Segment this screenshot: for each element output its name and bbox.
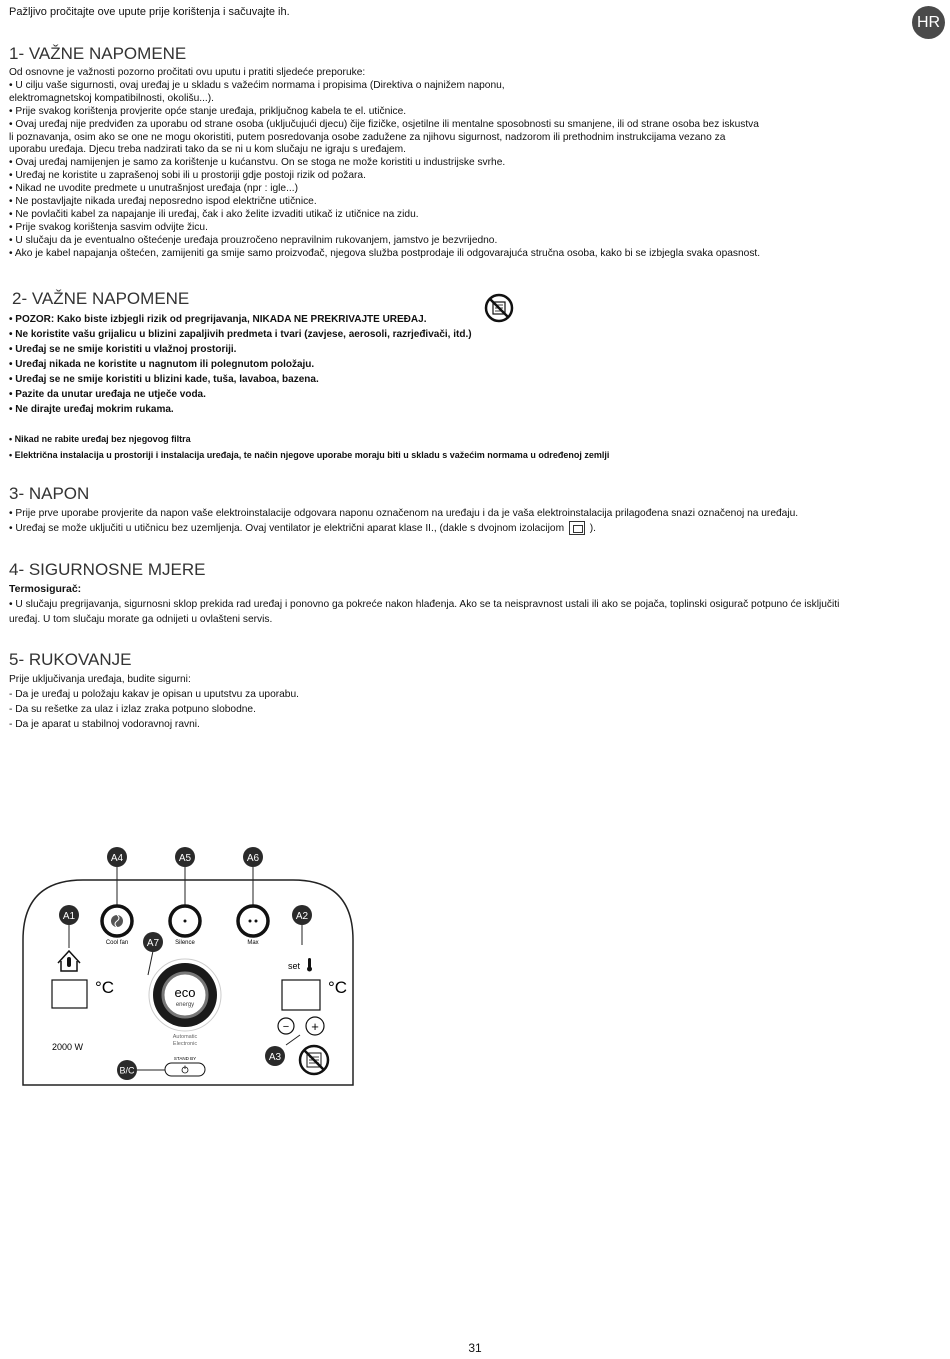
panel-do-not-cover-icon: [300, 1046, 328, 1074]
section1-line: Od osnovne je važnosti pozorno pročitati ovu uputu i pratiti sljedeće preporuke:: [9, 67, 366, 78]
label-a5: [175, 847, 195, 867]
energy-label: energy: [175, 1002, 195, 1008]
language-badge: HR: [912, 6, 945, 39]
section4-line: uređaj. U tom slučaju morate ga odnijeti u ovlašteni servis.: [9, 614, 273, 625]
label-a2: [292, 905, 312, 925]
standby-label: STAND BY: [173, 1056, 197, 1061]
standby-button[interactable]: [165, 1063, 205, 1076]
label-a6: [243, 847, 263, 867]
section3-line-end: ).: [589, 523, 596, 534]
section5-line: - Da je uređaj u položaju kakav je opisan u uputstvu za uporabu.: [9, 689, 299, 700]
svg-text:+: +: [311, 1019, 319, 1034]
section5-title: 5- RUKOVANJE: [9, 650, 132, 669]
svg-text:B/C: B/C: [119, 1065, 135, 1076]
silence-button[interactable]: [170, 906, 200, 936]
section3-title: 3- NAPON: [9, 484, 90, 503]
section1-title: 1- VAŽNE NAPOMENE: [9, 44, 187, 63]
eco-label: eco: [174, 985, 196, 1000]
section2-line: • Uređaj se ne smije koristiti u blizini kade, tuša, lavaboa, bazena.: [9, 374, 319, 385]
section2-extra-line: • Nikad ne rabite uređaj bez njegovog filtra: [9, 434, 191, 444]
intro-text: Pažljivo pročitajte ove upute prije korištenja i sačuvajte ih.: [9, 6, 290, 18]
section2-extra: [9, 431, 609, 463]
automatic-label: Automatic: [172, 1034, 198, 1040]
section1-body: [9, 67, 760, 261]
section3-line-text: • Uređaj se može uključiti u utičnicu bez uzemljenja. Ovaj ventilator je električni aparat klase II., (dakle s dvojnom izolacijom: [9, 523, 565, 534]
section1-line: • Ne postavljajte nikada uređaj neposredno ispod električne utičnice.: [9, 196, 317, 208]
svg-text:A4: A4: [110, 853, 124, 864]
page-number: 31: [468, 1341, 482, 1355]
svg-text:A2: A2: [295, 911, 309, 922]
section5-line: - Da su rešetke za ulaz i izlaz zraka potpuno slobodne.: [9, 704, 256, 715]
section1-line: • Prije svakog korištenja sasvim odvijte žicu.: [9, 221, 208, 233]
plus-button[interactable]: [306, 1017, 324, 1035]
cool-fan-button[interactable]: [102, 906, 132, 936]
section2-line: • POZOR: Kako biste izbjegli rizik od pregrijavanja, NIKADA NE PREKRIVAJTE UREĐAJ.: [9, 314, 427, 325]
section1-line: • Uređaj ne koristite u zaprašenoj sobi ili u prostoriji gdje postoji rizik od požara.: [9, 170, 366, 182]
section1-line: • Ovaj uređaj nije predviđen za uporabu od strane osoba (uključujući djecu) čije fizičke, osjetilne ili mentalne sposobnosti su smanjene, ili od strane osoba bez iskustva: [9, 118, 759, 130]
section1-line: • U slučaju da je eventualno oštećenje uređaja prouzročeno nepravilnim rukovanjem, jamstvo je bezvrijedno.: [9, 234, 498, 246]
svg-text:A5: A5: [178, 853, 192, 864]
section4-line: • U slučaju pregrijavanja, sigurnosni sklop prekida rad uređaj i ponovno ga pokreće nakon hlađenja. Ako se ta neispravnost ustali ili ako se pojača, toplinski osigurač potpuno će isključiti: [9, 599, 840, 610]
label-bc: [117, 1060, 137, 1080]
section2-line: • Pazite da unutar uređaja ne utječe voda.: [9, 389, 206, 400]
section5-line: - Da je aparat u stabilnoj vodoravnoj ravni.: [9, 719, 200, 730]
max-label: Max: [247, 940, 259, 946]
section1-line: • U cilju vaše sigurnosti, ovaj uređaj je u skladu s važećim normama i propisima (Direktiva o najnižem naponu,: [9, 79, 505, 91]
section5-line: Prije uključivanja uređaja, budite sigurni:: [9, 674, 191, 685]
section5-body: [9, 672, 299, 732]
label-a7: [143, 932, 163, 952]
do-not-cover-icon: [484, 293, 514, 323]
control-panel-diagram: [18, 845, 358, 1095]
silence-label: Silence: [175, 940, 195, 946]
label-a3: [265, 1046, 285, 1066]
section2-extra-line: • Električna instalacija u prostoriji i instalacija uređaja, te način njegove uporabe moraju biti u skladu s važećim normama u određenoj zemlji: [9, 450, 610, 460]
section4-body: [9, 597, 839, 627]
section1-line: uporabu uređaja. Djecu treba nadzirati tako da se ni u kom slučaju ne igraju s uređajem.: [9, 144, 406, 156]
svg-text:A6: A6: [246, 853, 260, 864]
section1-line: • Ovaj uređaj namijenjen je samo za korištenje u kućanstvu. On se stoga ne može koristiti u industrijske svrhe.: [9, 157, 506, 169]
room-temperature-display: [52, 980, 87, 1008]
svg-text:A3: A3: [268, 1052, 282, 1063]
room-temperature-icon: [58, 951, 80, 971]
electronic-label: Electronic: [172, 1041, 198, 1047]
power-rating: 2000 W: [52, 1042, 84, 1052]
section1-line: li poznavanja, osim ako se one ne mogu okoristiti, putem posredovanja osobe zadužene za njihovu sigurnost, nadzorom ili prethodnim instrukcijama vezano za: [9, 131, 726, 143]
set-label: set: [288, 961, 301, 971]
set-thermometer-icon: [307, 958, 312, 972]
section2-line: • Ne koristite vašu grijalicu u blizini zapaljivih predmeta i tvari (zavjese, aerosoli, razrjeđivači, itd.): [9, 329, 472, 340]
double-insulation-icon: [569, 521, 585, 535]
right-celsius-label: °C: [328, 978, 348, 997]
section3-body: [9, 506, 798, 536]
svg-text:−: −: [282, 1021, 290, 1033]
section1-line: • Prije svakog korištenja provjerite opće stanje uređaja, priključnog kabela te el. utičnice.: [9, 105, 407, 117]
section4-title: 4- SIGURNOSNE MJERE: [9, 560, 206, 579]
cool-fan-label: Cool fan: [105, 940, 129, 946]
section2-line: • Uređaj se ne smije koristiti u vlažnoj prostoriji.: [9, 344, 237, 355]
section2-body: [9, 312, 472, 417]
max-button[interactable]: [238, 906, 268, 936]
left-celsius-label: °C: [95, 978, 115, 997]
svg-text:A7: A7: [146, 938, 160, 949]
section2-title: 2- VAŽNE NAPOMENE: [12, 289, 190, 308]
section3-line: [9, 521, 798, 536]
label-a4: [107, 847, 127, 867]
section1-line: • Ne povlačiti kabel za napajanje ili uređaj, čak i ako želite izvaditi utikač iz utičnice na zidu.: [9, 208, 419, 220]
minus-button[interactable]: [278, 1018, 294, 1034]
section1-line: • Nikad ne uvodite predmete u unutrašnjost uređaja (npr : igle...): [9, 183, 298, 195]
section4-subtitle: Termosigurač:: [9, 583, 82, 595]
label-a1: [59, 905, 79, 925]
svg-text:A1: A1: [62, 911, 76, 922]
section1-line: elektromagnetskoj kompatibilnosti, okolišu...).: [9, 92, 214, 104]
section3-line: • Prije prve uporabe provjerite da napon vaše elektroinstalacije odgovara naponu označenom na uređaju i da je vaša elektroinstalacija prilagođena snazi označenoj na uređaju.: [9, 508, 799, 519]
section1-line: • Ako je kabel napajanja oštećen, zamijeniti ga smije samo proizvođač, njegova služba postprodaje ili odgovarajuća stručna osoba, kako bi se izbjegla svaka opasnost.: [9, 247, 761, 259]
set-temperature-display: [282, 980, 320, 1010]
section2-line: • Uređaj nikada ne koristite u nagnutom ili polegnutom položaju.: [9, 359, 315, 370]
section2-line: • Ne dirajte uređaj mokrim rukama.: [9, 404, 174, 415]
